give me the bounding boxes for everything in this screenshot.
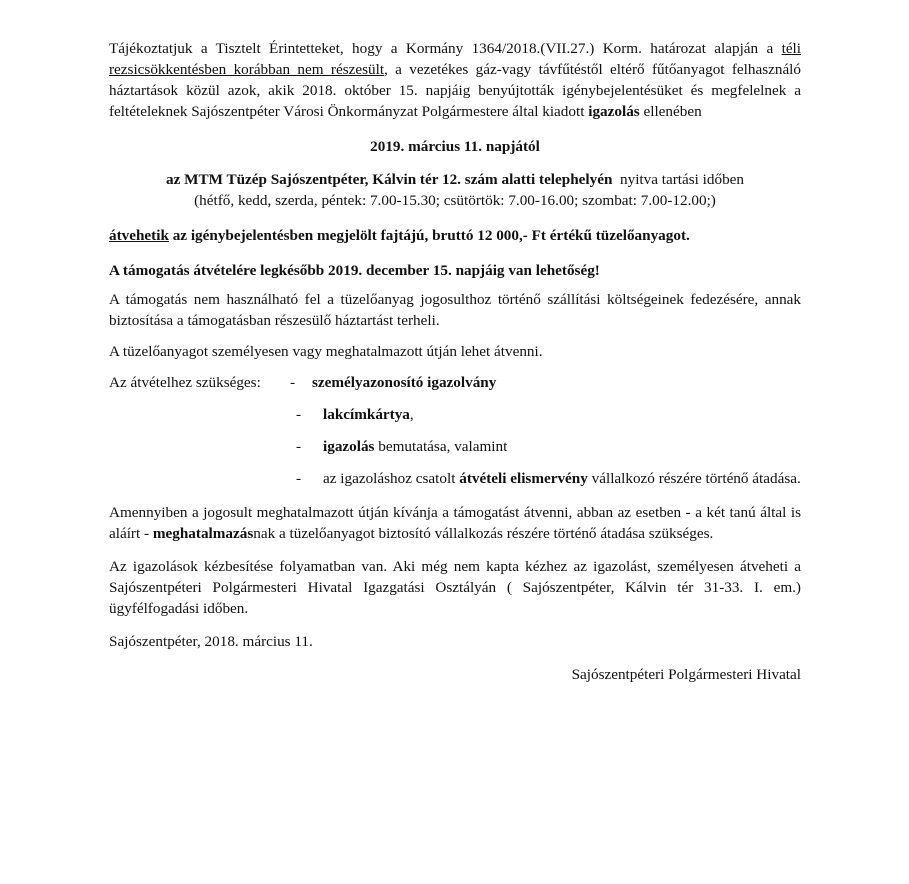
requirements-list-item [296, 468, 801, 489]
place-and-date: Sajószentpéter, 2018. március 11. [109, 633, 313, 650]
not-usable-paragraph: A támogatás nem használható fel a tüzelőanyag jogosulthoz történő szállítási költségeinek fedezésére, annak biztosítása a támogatásban részesülő háztartást terheli. [109, 291, 801, 329]
delivery-paragraph: Az igazolások kézbesítése folyamatban van. Aki még nem kapta kézhez az igazolást, személyesen átveheti a Sajószentpéteri Polgármesteri Hivatal Igazgatási Osztályán ( Sajószentpéter, Kálvin tér 31-33. I. em.) ügyfélfogadási időben. [109, 558, 801, 617]
requirements-list-item [296, 436, 801, 457]
requirements-list-item [296, 404, 801, 425]
personal-pickup-paragraph: A tüzelőanyagot személyesen vagy meghatalmazott útján lehet átvenni. [109, 343, 543, 360]
location-line: az MTM Tüzép Sajószentpéter, Kálvin tér 12. szám alatti telephelyén nyitva tartási időben [165, 171, 744, 188]
intro-underlined-text: téli rezsicsökkentésben korábban nem részesült [109, 40, 801, 78]
signature: Sajószentpéteri Polgármesteri Hivatal [571, 666, 801, 683]
proxy-paragraph: Amennyiben a jogosult meghatalmazott útján kívánja a támogatást átvenni, abban az esetben - a két tanú által is aláírt - meghatalmazásnak a tüzelőanyagot biztosító vállalkozás részére történő átadása szükséges. [109, 504, 801, 542]
list-dash: - [296, 470, 302, 487]
opening-hours: (hétfő, kedd, szerda, péntek: 7.00-15.30; csütörtök: 7.00-16.00; szombat: 7.00-12.00;) [194, 192, 716, 209]
requirement-id-card: személyazonosító igazolvány [312, 374, 497, 391]
list-dash: - [296, 406, 302, 423]
pickup-statement: átvehetik az igénybejelentésben megjelölt fajtájú, bruttó 12 000,- Ft értékű tüzelőanyagot. [109, 227, 690, 244]
deadline-statement: A támogatás átvételére legkésőbb 2019. december 15. napjáig van lehetőség! [109, 262, 600, 279]
list-dash: - [296, 438, 302, 455]
requirements-label: Az átvételhez szükséges: [109, 374, 261, 391]
intro-bold-word: igazolás [588, 103, 640, 120]
requirement-address-card: lakcímkártya, [323, 406, 414, 423]
document-page [109, 38, 801, 685]
requirement-receipt: az igazoláshoz csatolt átvételi elismervény vállalkozó részére történő átadása. [323, 470, 801, 487]
requirements-list-item [109, 372, 801, 393]
list-dash: - [290, 374, 296, 391]
requirement-certificate: igazolás bemutatása, valamint [323, 438, 508, 455]
date-heading: 2019. március 11. napjától [370, 138, 540, 155]
intro-paragraph: Tájékoztatjuk a Tisztelt Érintetteket, hogy a Kormány 1364/2018.(VII.27.) Korm. határozat alapján a téli rezsicsökkentésben korábban nem részesült, a vezetékes gáz-vagy távfűtéstől eltérő fűtőanyagot felhasználó háztartások közül azok, akik 2018. október 15. napjáig benyújtották igénybejelentésüket és megfelelnek a feltételeknek Sajószentpéter Városi Önkormányzat Polgármestere által kiadott igazolás ellenében [109, 40, 801, 120]
